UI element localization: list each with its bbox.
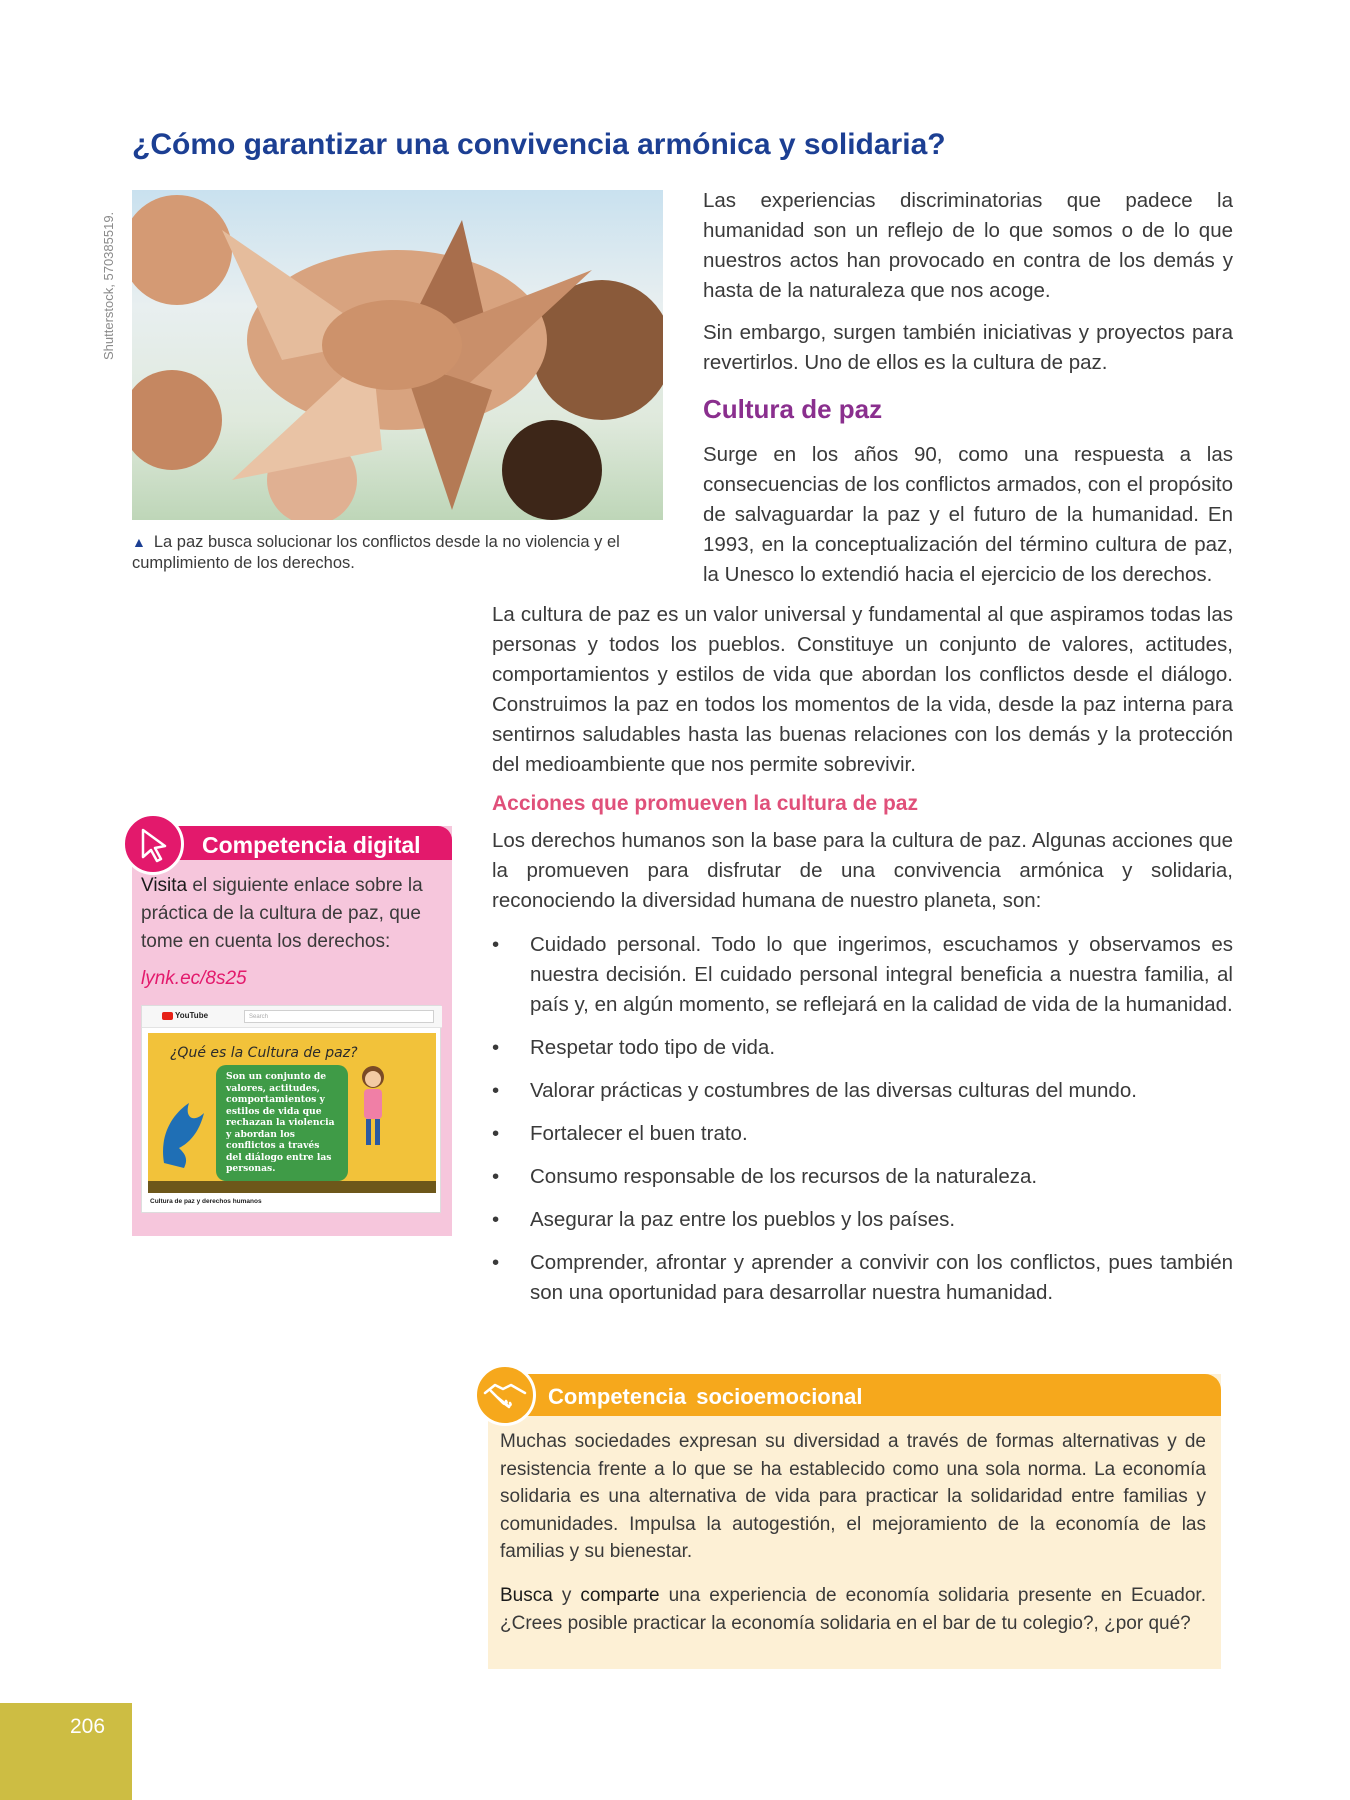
list-item: • Cuidado personal. Todo lo que ingerimos, escuchamos y observamos es nuestra decisión. El cuidado personal integral beneficia a nuestra familia, al país y, en algún momento, se reflejará en la calidad de vida de la humanidad. xyxy=(492,933,1233,1016)
socioemotional-paragraph-1: Muchas sociedades expresan su diversidad a través de formas alternativas y de resistencia frente a lo que se ha establecido como una sola norma. La economía solidaria es una alternativa de vida para practicar la solidaridad entre familias y comunidades. Impulsa la autogestión, el mejoramiento de la economía de las familias y su bienestar. xyxy=(500,1431,1206,1562)
photo-caption xyxy=(132,532,672,574)
page-title: ¿Cómo garantizar una convivencia armónica y solidaria? xyxy=(132,128,946,161)
play-logo-icon xyxy=(162,1012,173,1020)
video-screen xyxy=(148,1033,436,1193)
cultura-paragraph-2: La cultura de paz es un valor universal y fundamental al que aspiramos todas las personas y todos los pueblos. Constituye un conjunto de valores, actitudes, comportamientos y estilos de vida que abordan los conflictos desde el diálogo. Construimos la paz en todos los momentos de la vida, desde la paz interna para sentirnos saludables hasta las buenas relaciones con los demás y la protección del medioambiente que nos permite sobrevivir. xyxy=(492,603,1233,776)
caption-text: La paz busca solucionar los conflictos desde la no violencia y el cumplimiento de los derechos. xyxy=(132,533,620,572)
list-item: • Fortalecer el buen trato. xyxy=(492,1122,748,1145)
children-hands-photo xyxy=(132,190,663,520)
socioemotional-title: Competencia socioemocional xyxy=(548,1384,863,1409)
socioemotional-paragraph-2: Busca y comparte una experiencia de economía solidaria presente en Ecuador. ¿Crees posible practicar la economía solidaria en el bar de tu colegio?, ¿por qué? xyxy=(500,1585,1206,1634)
handshake-icon xyxy=(474,1364,536,1426)
caption-triangle-icon: ▲ xyxy=(132,534,146,550)
list-item: • Consumo responsable de los recursos de la naturaleza. xyxy=(492,1165,1038,1188)
digital-text: Visita el siguiente enlace sobre la práctica de la cultura de paz, que tome en cuenta los derechos: xyxy=(141,875,423,952)
digital-link[interactable]: lynk.ec/8s25 xyxy=(141,968,247,989)
dove-icon xyxy=(154,1083,214,1173)
cultura-de-paz-heading: Cultura de paz xyxy=(703,394,883,424)
list-item: • Respetar todo tipo de vida. xyxy=(492,1036,776,1059)
video-thumbnail[interactable] xyxy=(141,1005,441,1213)
photo-credit: Shutterstock, 570385519. xyxy=(101,211,116,360)
video-caption: Cultura de paz y derechos humanos xyxy=(150,1198,262,1205)
video-question: ¿Qué es la Cultura de paz? xyxy=(170,1045,358,1061)
acciones-list xyxy=(492,930,1233,1321)
video-topbar xyxy=(142,1006,442,1028)
video-search-box: Search xyxy=(244,1010,434,1023)
acciones-intro: Los derechos humanos son la base para la cultura de paz. Algunas acciones que la promueven para disfrutar de una convivencia armónica y solidaria, reconociendo la diversidad humana de nuestro planeta, son: xyxy=(492,829,1233,912)
intro-paragraph-2: Sin embargo, surgen también iniciativas y proyectos para revertirlos. Uno de ellos es la cultura de paz. xyxy=(703,321,1233,374)
page-number-bar xyxy=(0,1703,132,1800)
youtube-logo: YouTube xyxy=(162,1011,208,1020)
cultura-paragraph-1: Surge en los años 90, como una respuesta a las consecuencias de los conflictos armados, con el propósito de salvaguardar la paz y el futuro de la humanidad. En 1993, en la conceptualización del término cultura de paz, la Unesco lo extendió hacia el ejercicio de los derechos. xyxy=(703,443,1233,586)
list-item: • Asegurar la paz entre los pueblos y los países. xyxy=(492,1208,956,1231)
girl-illustration-icon xyxy=(353,1063,393,1153)
intro-paragraph-1: Las experiencias discriminatorias que padece la humanidad son un reflejo de lo que somos o de lo que nuestros actos han provocado en contra de los demás y hasta de la naturaleza que nos acoge. xyxy=(703,189,1233,302)
list-item: • Valorar prácticas y costumbres de las diversas culturas del mundo. xyxy=(492,1079,1137,1102)
list-item: • Comprender, afrontar y aprender a convivir con los conflictos, pues también son una oportunidad para desarrollar nuestra humanidad. xyxy=(492,1251,1233,1304)
digital-title: Competencia digital xyxy=(202,832,421,858)
video-controls[interactable] xyxy=(148,1181,436,1193)
page-number: 206 xyxy=(70,1715,106,1738)
video-speech-bubble: Son un conjunto de valores, actitudes, comportamientos y estilos de vida que rechazan la violencia y abordan los conflictos a través del diálogo entre las personas. xyxy=(216,1065,348,1181)
acciones-heading: Acciones que promueven la cultura de paz xyxy=(492,792,918,815)
cursor-icon xyxy=(122,813,184,875)
